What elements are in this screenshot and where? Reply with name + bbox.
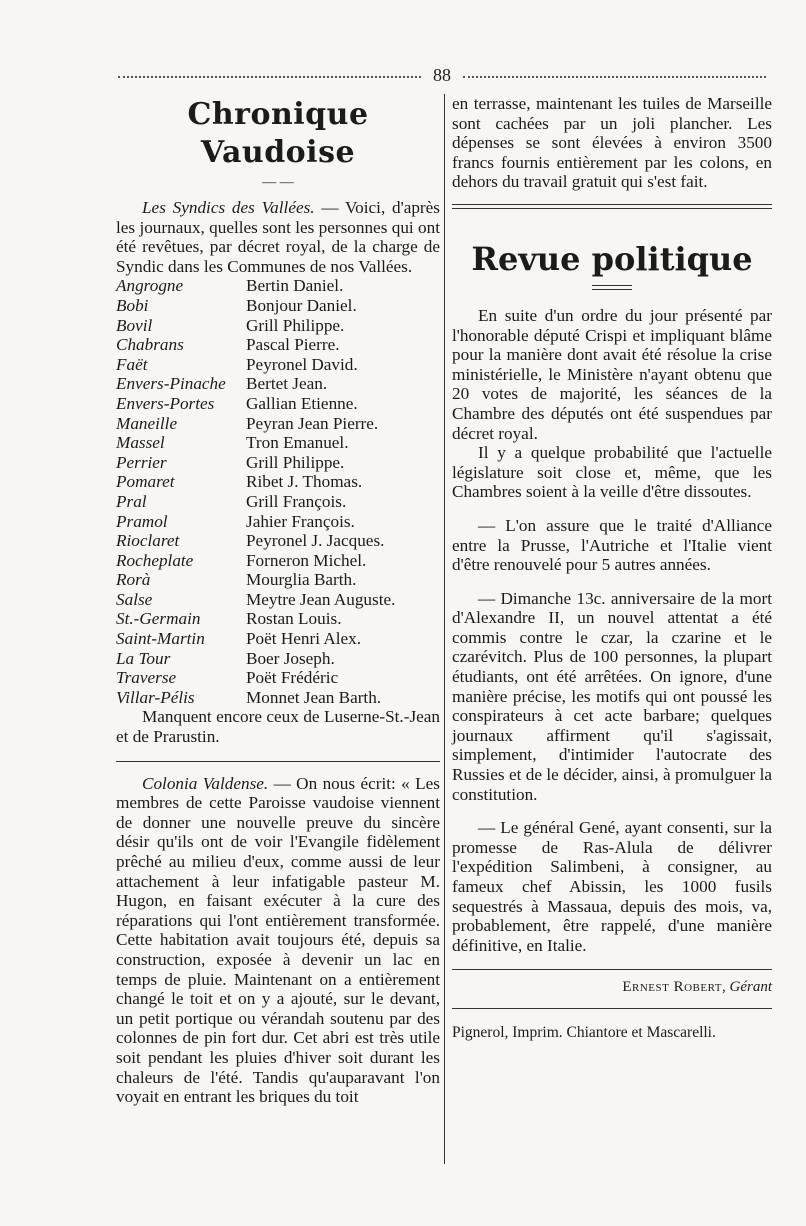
syndic-row <box>116 570 440 590</box>
syndic-commune: St.-Germain <box>116 609 201 629</box>
revue-paragraph-5: — Le général Gené, ayant consenti, sur la promesse de Ras-Alula de délivrer l'expédition Salimbeni, à consigner, au fameux chef Abissin, les 1000 fusils sequestrés à Massaua, depuis des mois, va, probablement, être rappelé, d'une manière définitive, en Italie. <box>452 818 772 955</box>
syndic-commune: Chabrans <box>116 335 184 355</box>
syndic-commune: Pomaret <box>116 472 175 492</box>
syndic-commune: Rorà <box>116 570 151 590</box>
section-title-chronique: Chronique Vaudoise <box>187 97 369 170</box>
page-number: 88 <box>433 64 451 85</box>
header-rule-left <box>118 76 421 78</box>
syndic-name: Boer Joseph. <box>246 648 335 668</box>
syndic-name: Rostan Louis. <box>246 609 342 629</box>
syndic-commune: Saint-Martin <box>116 629 205 649</box>
signature-rule <box>452 969 772 970</box>
syndic-name: Mourglia Barth. <box>246 570 357 590</box>
revue-paragraph-3: — L'on assure que le traité d'Alliance entre la Prusse, l'Autriche et l'Italie vient d'être renouvelé pour 5 autres années. <box>452 515 772 575</box>
syndic-row <box>116 433 440 453</box>
syndic-row <box>116 296 440 316</box>
page-header <box>118 62 766 88</box>
syndic-name: Jahier François. <box>246 511 355 531</box>
syndic-row <box>116 668 440 688</box>
syndic-row <box>116 512 440 532</box>
syndic-name: Bertet Jean. <box>246 374 328 394</box>
syndic-row <box>116 394 440 414</box>
syndic-row <box>116 355 440 375</box>
syndics-missing: Manquent encore ceux de Luserne-St.-Jean et de Prarustin. <box>116 707 440 747</box>
syndic-row <box>116 590 440 610</box>
syndic-commune: Villar-Pélis <box>116 687 195 707</box>
syndics-intro <box>116 198 440 276</box>
syndic-commune: Envers-Portes <box>116 393 215 413</box>
revue-title-divider <box>592 285 632 290</box>
syndic-name: Tron Emanuel. <box>246 433 349 453</box>
signature-role: Gérant <box>729 979 772 996</box>
section-rule-double <box>452 204 772 209</box>
syndic-row <box>116 649 440 669</box>
syndic-row <box>116 531 440 551</box>
syndic-name: Grill Philippe. <box>246 315 345 335</box>
syndic-name: Gallian Etienne. <box>246 393 358 413</box>
syndic-commune: Perrier <box>116 452 167 472</box>
syndics-lead: Les Syndics des Vallées. <box>142 198 315 217</box>
syndic-commune: La Tour <box>116 648 171 668</box>
syndic-name: Grill Philippe. <box>246 452 345 472</box>
syndic-row <box>116 609 440 629</box>
column-divider <box>444 94 445 1164</box>
syndic-row <box>116 374 440 394</box>
syndic-name: Forneron Michel. <box>246 550 367 570</box>
syndic-name: Poët Henri Alex. <box>246 629 362 649</box>
right-column <box>452 94 772 1043</box>
colonia-lead: Colonia Valdense. <box>142 773 269 793</box>
syndic-name: Bertin Daniel. <box>246 276 344 296</box>
printer-line: Pignerol, Imprim. Chiantore et Mascarelli. <box>452 1023 716 1041</box>
syndic-commune: Traverse <box>116 668 177 688</box>
printer-rule <box>452 1008 772 1009</box>
syndic-row <box>116 414 440 434</box>
syndic-row <box>116 335 440 355</box>
colonia-article <box>116 774 440 1107</box>
syndic-row <box>116 551 440 571</box>
revue-paragraph-4: — Dimanche 13c. anniversaire de la mort d'Alexandre II, un nouvel attentat a été commis contre le czar, la czarine et le czarévitch. Plus de 100 personnes, la plupart étudiants, ont été arrêtées. On ignore, d'une manière précise, les motifs qui ont poussé les conspirateurs à cet acte barbare; quelques journaux affirment qu'il s'agissait, simplement, d'intimider l'autocrate des Russies et de le décider, ainsi, à promulguer la constitution. <box>452 588 772 804</box>
syndics-table <box>116 276 440 707</box>
syndic-commune: Rocheplate <box>116 550 194 570</box>
section-rule <box>116 761 440 762</box>
syndic-commune: Rioclaret <box>116 531 180 551</box>
title-divider: — — <box>262 175 294 190</box>
syndic-commune: Massel <box>116 433 165 453</box>
syndic-name: Ribet J. Thomas. <box>246 472 363 492</box>
syndic-commune: Pral <box>116 491 147 511</box>
header-rule-right <box>463 76 766 78</box>
syndic-commune: Pramol <box>116 511 168 531</box>
left-column <box>116 94 440 1107</box>
revue-paragraph-2: Il y a quelque probabilité que l'actuelle législature soit close et, même, que les Chambres soient à la veille d'être dissoutes. <box>452 443 772 502</box>
revue-paragraph-1: En suite d'un ordre du jour présenté par l'honorable député Crispi et impliquant blâme pour la manière dont avait été résolue la crise ministérielle, le Ministère n'ayant obtenu que 20 votes de majorité, les séances de la Chambre des députés ont été suspendues par décret royal. <box>452 305 772 443</box>
signature: Ernest Robert, Gérant <box>622 979 772 996</box>
section-title-revue: Revue politique <box>471 239 753 278</box>
syndic-commune: Envers-Pinache <box>116 374 226 394</box>
syndic-row <box>116 629 440 649</box>
syndic-row <box>116 453 440 473</box>
syndic-row <box>116 276 440 296</box>
syndic-name: Peyran Jean Pierre. <box>246 413 379 433</box>
colonia-continuation: en terrasse, maintenant les tuiles de Marseille sont cachées par un joli plancher. Les dépenses se sont élevées à environ 3500 francs fournis entièrement par les colons, en dehors du travail gratuit qui s'est fait. <box>452 94 772 192</box>
syndic-name: Grill François. <box>246 491 347 511</box>
syndic-commune: Maneille <box>116 413 178 433</box>
syndic-name: Bonjour Daniel. <box>246 295 357 315</box>
syndic-commune: Salse <box>116 589 153 609</box>
syndic-commune: Bobi <box>116 295 149 315</box>
colonia-text: — On nous écrit: « Les membres de cette Paroisse vaudoise viennent de donner une nouvelle preuve du sincère désir qu'ils ont de voir l'Evangile fidèlement prêché au milieu d'eux, comme aussi de leur attachement à leur infatigable pasteur M. Hugon, en faisant exécuter à la cure des réparations qui l'ont entièrement transformée. Cette habitation avait toujours été, depuis sa construction, exposée à devenir un lac en temps de pluie. Maintenant on a entièrement changé le toit et on y a ajouté, sur le devant, un petit portique ou vérandah soutenu par des colonnes de pin fort dur. Cet abri est très utile soit pendant les pluies d'hiver soit durant les chaleurs de l'été. Tandis qu'auparavant l'on voyait en entrant les briques du toit <box>116 773 440 1107</box>
syndic-name: Peyronel J. Jacques. <box>246 531 385 551</box>
syndic-name: Peyronel David. <box>246 354 358 374</box>
syndic-commune: Faët <box>116 354 148 374</box>
syndic-name: Poët Frédéric <box>246 668 339 688</box>
syndic-row <box>116 316 440 336</box>
syndic-row <box>116 688 440 708</box>
syndics-text: — Voici, d'après les journaux, quelles sont les personnes qui ont été revêtues, par décret royal, de la charge de Syndic dans les Communes de nos Vallées. <box>116 198 440 276</box>
syndic-commune: Bovil <box>116 315 153 335</box>
syndic-name: Monnet Jean Barth. <box>246 687 382 707</box>
syndic-name: Pascal Pierre. <box>246 335 340 355</box>
syndic-row <box>116 492 440 512</box>
syndic-row <box>116 472 440 492</box>
syndic-commune: Angrogne <box>116 276 184 296</box>
syndic-name: Meytre Jean Auguste. <box>246 589 396 609</box>
signature-name: Ernest Robert <box>622 979 722 996</box>
